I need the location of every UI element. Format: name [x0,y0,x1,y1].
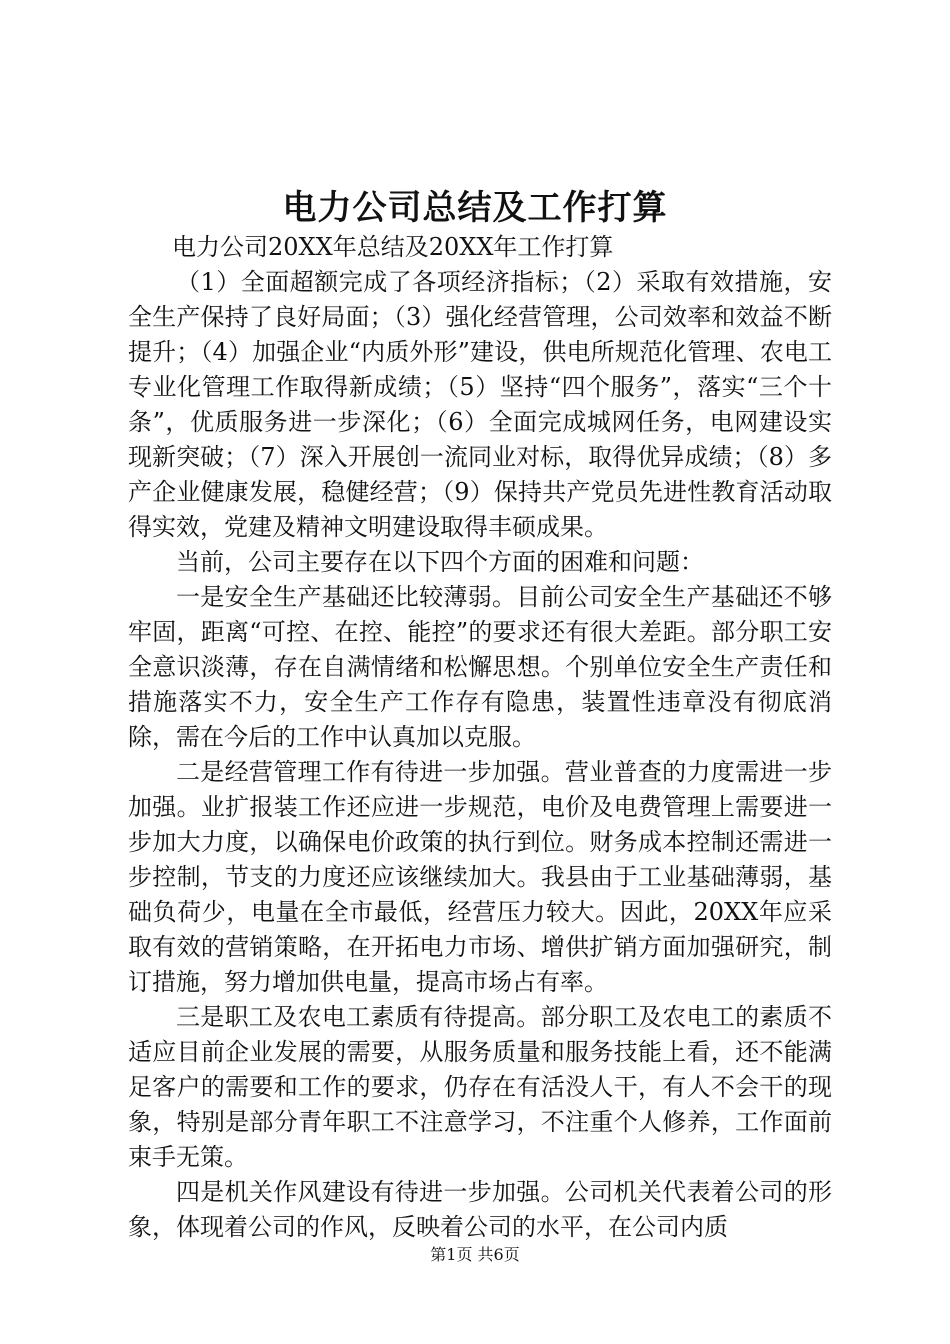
document-body [128,230,832,1245]
paragraph-work-style: 四是机关作风建设有待进一步加强。公司机关代表着公司的形象，体现着公司的作风，反映着公司的水平，在公司内质 [128,1178,832,1241]
document-subtitle: 电力公司20XX年总结及20XX年工作打算 [172,233,614,261]
paragraph-safety: 一是安全生产基础还比较薄弱。目前公司安全生产基础还不够牢固，距离“可控、在控、能控”的要求还有很大差距。部分职工安全意识淡薄，存在自满情绪和松懈思想。个别单位安全生产责任和措施落实不力，安全生产工作存有隐患，装置性违章没有彻底消除，需在今后的工作中认真加以克服。 [128,583,832,751]
document-title: 电力公司总结及工作打算 [282,188,668,228]
paragraph-management: 二是经营管理工作有待进一步加强。营业普查的力度需进一步加强。业扩报装工作还应进一步规范，电价及电费管理上需要进一步加大力度，以确保电价政策的执行到位。财务成本控制还需进一步控制，节支的力度还应该继续加大。我县由于工业基础薄弱，基础负荷少，电量在全市最低，经营压力较大。因此，20XX年应采取有效的营销策略，在开拓电力市场、增供扩销方面加强研究，制订措施，努力增加供电量，提高市场占有率。 [128,758,832,996]
paragraph-achievements: （1）全面超额完成了各项经济指标；（2）采取有效措施，安全生产保持了良好局面；（3）强化经营管理，公司效率和效益不断提升；（4）加强企业“内质外形”建设，供电所规范化管理、农电工专业化管理工作取得新成绩；（5）坚持“四个服务”，落实“三个十条”，优质服务进一步深化；（6）全面完成城网任务，电网建设实现新突破；（7）深入开展创一流同业对标，取得优异成绩；（8）多产企业健康发展，稳健经营；（9）保持共产党员先进性教育活动取得实效，党建及精神文明建设取得丰硕成果。 [128,268,832,541]
page-number: 第1页 共6页 [430,1245,520,1264]
paragraph-staff-quality: 三是职工及农电工素质有待提高。部分职工及农电工的素质不适应目前企业发展的需要，从服务质量和服务技能上看，还不能满足客户的需要和工作的要求，仍存在有活没人干，有人不会干的现象，特别是部分青年职工不注意学习，不注重个人修养，工作面前束手无策。 [128,1003,832,1171]
paragraph-problems-intro: 当前，公司主要存在以下四个方面的困难和问题： [176,548,704,576]
